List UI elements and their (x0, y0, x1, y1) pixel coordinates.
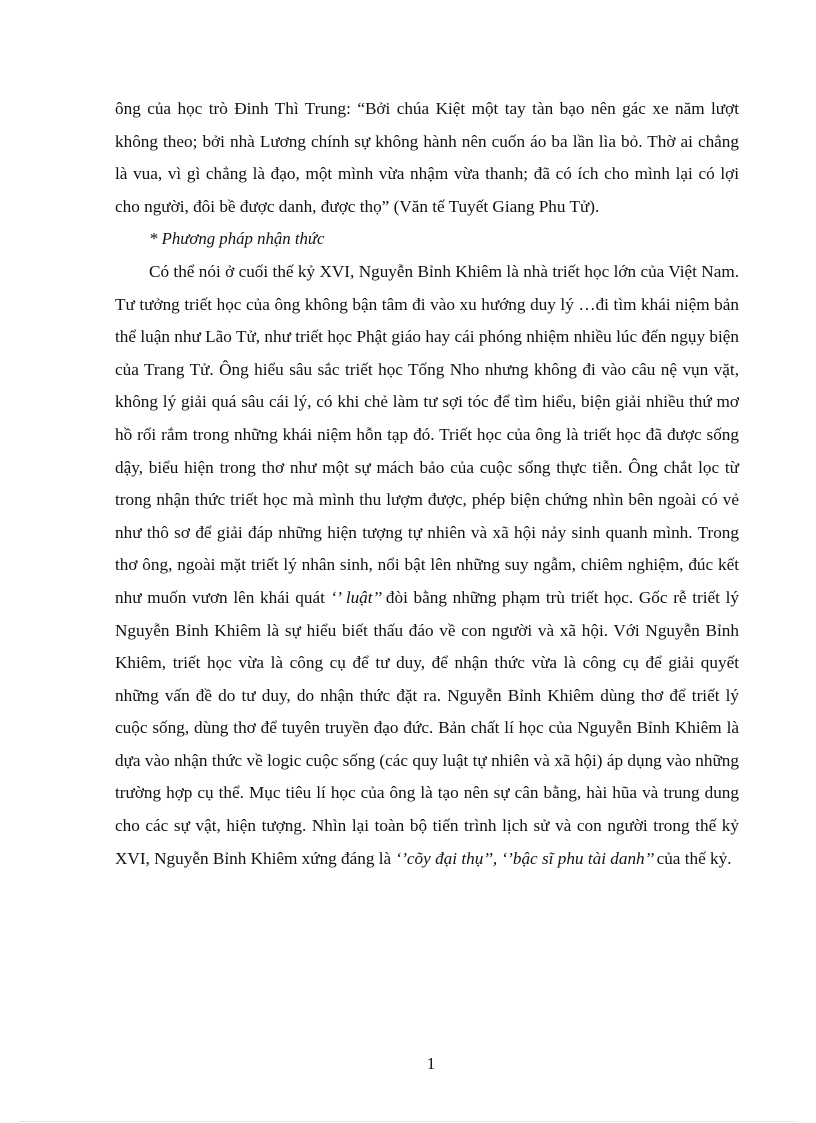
quote-luat: ‘’ luật’’ (324, 587, 386, 607)
document-page (115, 93, 739, 875)
quote-cay-dai-thu: ‘’cõy đại thụ’’, ‘’bậc sĩ phu tài danh’’ (391, 848, 657, 868)
paragraph-2-text: Có thể nói ở cuối thế kỷ XVI, Nguyễn Bỉnh Khiêm là nhà triết học lớn của Việt Nam. Tư tưởng triết học của ông không bận tâm đi vào xu hướng duy lý …đi tìm khái niệm bản thể luận như Lão Tử, như triết học Phật giáo hay cái phóng nhiệm nhiều lúc đến ngụy biện của Trang Tử. Ông hiểu sâu sắc triết học Tống Nho nhưng không đi vào câu nệ vụn vặt, không lý giải quá sâu cái lý, có khi chẻ làm tư sợi tóc để tìm hiểu, biện giải nhiều thứ mơ hồ rối rắm trong những khái niệm hỗn tạp đó. Triết học của ông là triết học đã được sống dậy, biểu hiện trong thơ như một sự mách bảo của cuộc sống thực tiễn. Ông chắt lọc từ trong nhận thức triết học mà mình thu lượm được, phép biện chứng nhìn bên ngoài có vẻ như thô sơ để giải đáp những hiện tượng tự nhiên và xã hội nảy sinh quanh mình. Trong thơ ông, ngoài mặt triết lý nhân sinh, nổi bật lên những suy ngẫm, chiêm nghiệm, đúc kết như muốn vươn lên khái quát (115, 261, 739, 607)
paragraph-2 (115, 256, 739, 875)
page-number: 1 (426, 1054, 436, 1073)
paragraph-2-end: của thế kỷ. (656, 848, 732, 868)
section-heading: * Phương pháp nhận thức (149, 229, 325, 249)
paragraph-1: ông của học trò Đinh Thì Trung: “Bởi chúa Kiệt một tay tàn bạo nên gác xe năm lượt không theo; bởi nhà Lương chính sự không hành nên cuốn áo ba lần lìa bỏ. Thờ ai chẳng là vua, vì gì chẳng là đạo, một mình vừa nhậm vừa thanh; đã có ích cho mình lại có lợi cho người, đôi bề được danh, được thọ” (Văn tế Tuyết Giang Phu Tử). (115, 99, 739, 216)
paragraph-2-text-cont: đòi bằng những phạm trù triết học. Gốc rễ triết lý Nguyễn Bỉnh Khiêm là sự hiểu biết thấu đáo về con người và xã hội. Với Nguyễn Bỉnh Khiêm, triết học vừa là công cụ để tư duy, để nhận thức vừa là công cụ để giải quyết những vấn đề do tư duy, do nhận thức đặt ra. Nguyễn Bỉnh Khiêm dùng thơ để triết lý cuộc sống, dùng thơ để tuyên truyền đạo đức. Bản chất lí học của Nguyễn Bỉnh Khiêm là dựa vào nhận thức về logic cuộc sống (các quy luật tự nhiên và xã hội) áp dụng vào những trường hợp cụ thể. Mục tiêu lí học của ông là tạo nên sự cân bằng, hài hũa và trung dung cho các sự vật, hiện tượng. Nhìn lại toàn bộ tiến trình lịch sử và con người trong thế kỷ XVI, Nguyễn Bỉnh Khiêm xứng đáng là (115, 587, 739, 868)
page-bottom-divider (20, 1121, 796, 1122)
